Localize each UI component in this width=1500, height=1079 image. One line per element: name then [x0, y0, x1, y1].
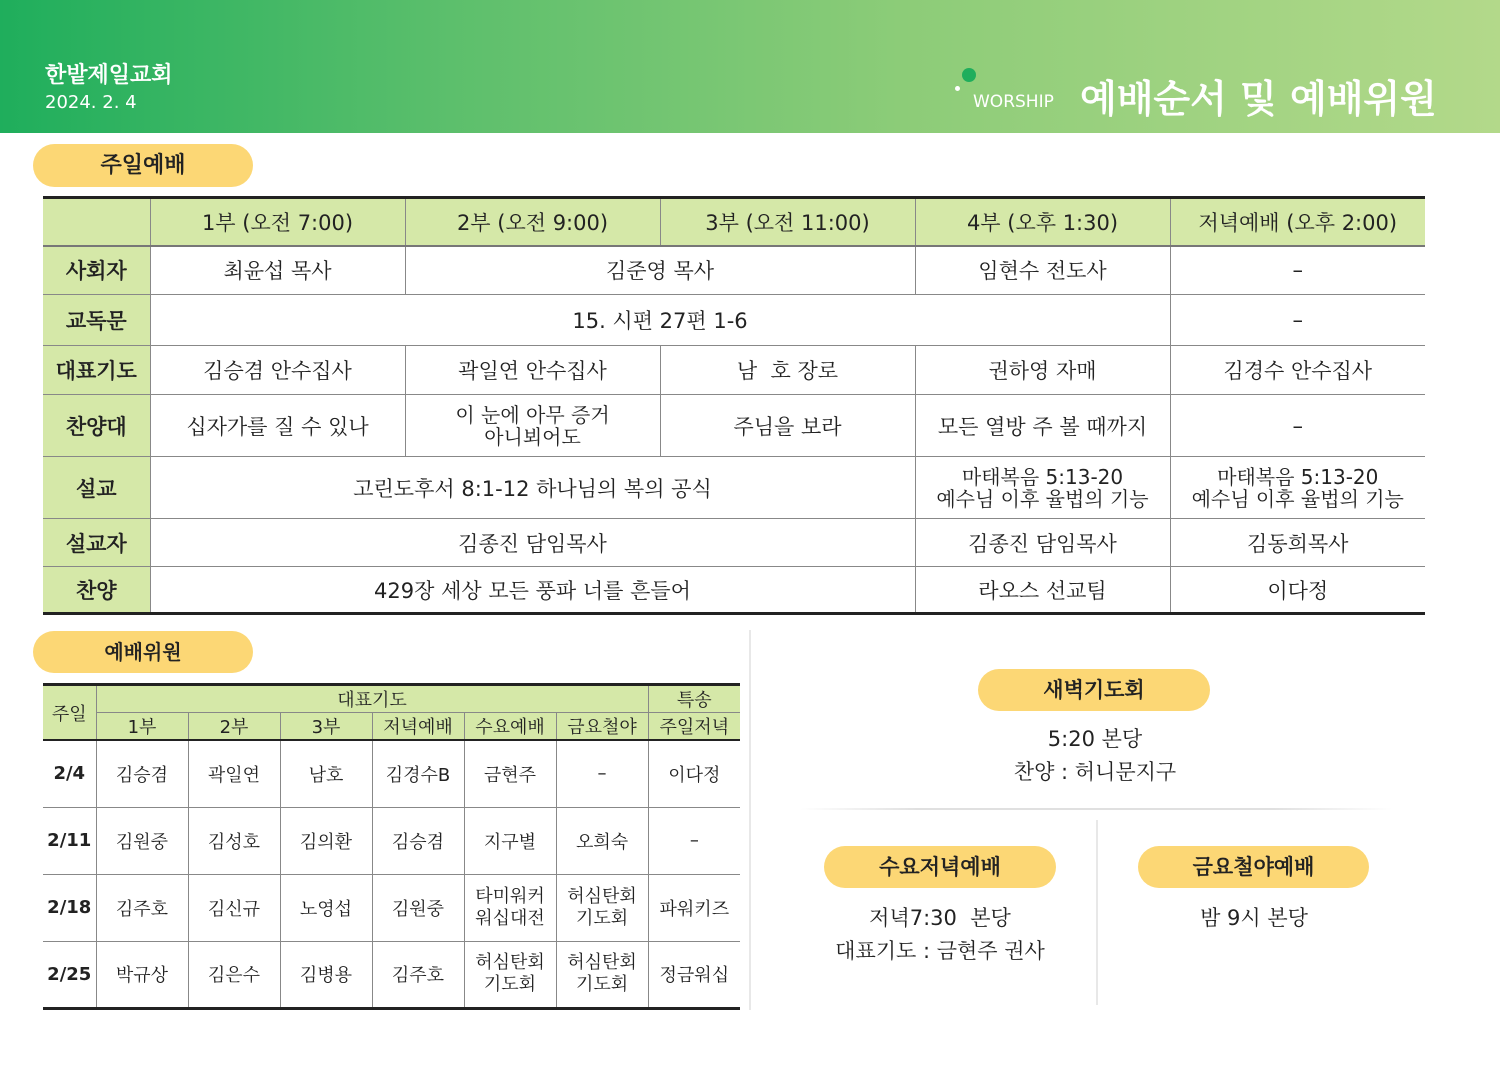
- table-cell: 정금워십: [648, 941, 740, 1008]
- row-header: 찬양: [43, 567, 150, 614]
- table-cell: 라오스 선교팀: [915, 567, 1170, 614]
- info-line: 찬양 : 허니문지구: [1013, 760, 1177, 784]
- cell-line: 아니뵈어도: [484, 424, 581, 449]
- table-cell: 김승겸 안수집사: [150, 346, 405, 395]
- column-header: 주일: [43, 685, 96, 741]
- table-row: [43, 295, 1425, 346]
- section-pill-dawn-prayer: 새벽기도회: [978, 669, 1210, 711]
- cell-line: 워십대전: [475, 907, 545, 929]
- row-header: 대표기도: [43, 346, 150, 395]
- table-cell: 김원중: [96, 807, 188, 874]
- table-cell: 김승겸: [372, 807, 464, 874]
- table-cell: [1170, 457, 1425, 519]
- table-cell: 파워키즈: [648, 874, 740, 941]
- vertical-divider: [749, 630, 751, 1010]
- cell-line: 예수님 이후 율법의 기능: [936, 486, 1149, 511]
- table-cell: 고린도후서 8:1-12 하나님의 복의 공식: [150, 457, 915, 519]
- table-header-row: [43, 198, 1425, 246]
- table-cell: –: [1170, 295, 1425, 346]
- table-cell: [556, 874, 648, 941]
- column-header: 금요철야: [556, 713, 648, 741]
- cell-line: 기도회: [575, 907, 629, 929]
- table-cell: 남 호 장로: [660, 346, 915, 395]
- bulletin-date: 2024. 2. 4: [45, 92, 137, 113]
- staff-table: [43, 683, 740, 1010]
- table-cell: 이다정: [648, 740, 740, 807]
- table-cell: [464, 874, 556, 941]
- table-row: [43, 395, 1425, 457]
- header-banner: [0, 0, 1500, 133]
- dawn-prayer-info: [945, 723, 1245, 789]
- table-cell: 김종진 담임목사: [150, 519, 915, 567]
- table-cell: 김경수 안수집사: [1170, 346, 1425, 395]
- column-header: 저녁예배: [372, 713, 464, 741]
- cell-line: 타미워커: [475, 885, 545, 907]
- cell-line: 마태복음 5:13-20: [961, 464, 1124, 489]
- row-header: 설교자: [43, 519, 150, 567]
- table-cell: 김주호: [96, 874, 188, 941]
- section-pill-staff: 예배위원: [33, 631, 253, 673]
- table-cell: 곽일연 안수집사: [405, 346, 660, 395]
- info-line: 밤 9시 본당: [1200, 906, 1308, 930]
- sunday-service-table: [43, 196, 1425, 615]
- table-cell: 주님을 보라: [660, 395, 915, 457]
- info-line: 저녁7:30 본당: [869, 906, 1011, 930]
- section-pill-wednesday-service: 수요저녁예배: [824, 846, 1056, 888]
- table-cell: 15. 시편 27편 1-6: [150, 295, 1170, 346]
- cell-line: 마태복음 5:13-20: [1217, 464, 1379, 489]
- table-header-row: [43, 713, 740, 741]
- table-cell: 최윤섭 목사: [150, 246, 405, 295]
- table-cell: –: [1170, 395, 1425, 457]
- friday-service-info: [1104, 902, 1404, 935]
- cell-line: 허심탄회: [567, 885, 637, 907]
- table-row: [43, 246, 1425, 295]
- wednesday-service-info: [790, 902, 1090, 968]
- table-cell: 곽일연: [188, 740, 280, 807]
- column-group-header: 특송: [648, 685, 740, 713]
- table-row: [43, 740, 740, 807]
- info-line: 5:20 본당: [1047, 727, 1143, 751]
- column-header: 수요예배: [464, 713, 556, 741]
- column-header: 3부 (오전 11:00): [660, 198, 915, 246]
- table-cell: 권하영 자매: [915, 346, 1170, 395]
- table-cell: [915, 457, 1170, 519]
- horizontal-divider: [800, 808, 1392, 810]
- table-row: [43, 346, 1425, 395]
- table-cell: 임현수 전도사: [915, 246, 1170, 295]
- table-cell: 십자가를 질 수 있나: [150, 395, 405, 457]
- column-header: 2부 (오전 9:00): [405, 198, 660, 246]
- green-dot-icon: [962, 68, 976, 82]
- info-line: 대표기도 : 금현주 권사: [835, 939, 1045, 963]
- table-cell: 이다정: [1170, 567, 1425, 614]
- table-cell: 모든 열방 주 볼 때까지: [915, 395, 1170, 457]
- column-header: 4부 (오후 1:30): [915, 198, 1170, 246]
- table-cell: 금현주: [464, 740, 556, 807]
- column-header: 저녁예배 (오후 2:00): [1170, 198, 1425, 246]
- section-pill-friday-service: 금요철야예배: [1138, 846, 1369, 888]
- date-cell: 2/4: [43, 740, 96, 807]
- table-row: [43, 941, 740, 1008]
- table-cell: 노영섭: [280, 874, 372, 941]
- table-cell: 김의환: [280, 807, 372, 874]
- vertical-divider: [1096, 820, 1098, 1005]
- table-cell: 김경수B: [372, 740, 464, 807]
- church-name: 한밭제일교회: [45, 63, 173, 88]
- table-cell: 김준영 목사: [405, 246, 915, 295]
- table-cell: –: [648, 807, 740, 874]
- table-cell: 김주호: [372, 941, 464, 1008]
- white-dot-icon: [955, 86, 960, 91]
- cell-line: 기도회: [483, 974, 537, 995]
- table-cell: 김은수: [188, 941, 280, 1008]
- table-row: [43, 519, 1425, 567]
- row-header: 설교: [43, 457, 150, 519]
- column-header: 2부: [188, 713, 280, 741]
- column-group-header: 대표기도: [96, 685, 648, 713]
- page-title: 예배순서 및 예배위원: [1080, 77, 1437, 121]
- cell-line: 기도회: [575, 974, 629, 995]
- table-row: [43, 874, 740, 941]
- table-cell: 김동희목사: [1170, 519, 1425, 567]
- table-cell: 김원중: [372, 874, 464, 941]
- date-cell: 2/25: [43, 941, 96, 1008]
- cell-line: 허심탄회: [475, 952, 545, 973]
- cell-line: 예수님 이후 율법의 기능: [1191, 486, 1404, 511]
- column-header: 1부: [96, 713, 188, 741]
- table-cell: 지구별: [464, 807, 556, 874]
- table-cell: 김병용: [280, 941, 372, 1008]
- table-cell: 김성호: [188, 807, 280, 874]
- row-header: 찬양대: [43, 395, 150, 457]
- row-header: 교독문: [43, 295, 150, 346]
- table-cell: 김종진 담임목사: [915, 519, 1170, 567]
- table-header-row: [43, 685, 740, 713]
- worship-label-en: WORSHIP: [973, 92, 1054, 112]
- table-cell: 오희숙: [556, 807, 648, 874]
- column-header: 3부: [280, 713, 372, 741]
- column-header: 1부 (오전 7:00): [150, 198, 405, 246]
- table-cell: 김신규: [188, 874, 280, 941]
- row-header: 사회자: [43, 246, 150, 295]
- cell-line: 이 눈에 아무 증거: [455, 402, 610, 427]
- cell-line: 허심탄회: [567, 952, 637, 973]
- table-row: [43, 567, 1425, 614]
- table-row: [43, 457, 1425, 519]
- table-cell: –: [1170, 246, 1425, 295]
- table-cell: 429장 세상 모든 풍파 너를 흔들어: [150, 567, 915, 614]
- table-cell: 김승겸: [96, 740, 188, 807]
- date-cell: 2/18: [43, 874, 96, 941]
- table-cell: [556, 941, 648, 1008]
- corner-cell: [43, 198, 150, 246]
- table-cell: [464, 941, 556, 1008]
- section-pill-sunday-service: 주일예배: [33, 144, 253, 187]
- table-row: [43, 807, 740, 874]
- table-cell: 남호: [280, 740, 372, 807]
- table-cell: –: [556, 740, 648, 807]
- table-cell: [405, 395, 660, 457]
- column-header: 주일저녁: [648, 713, 740, 741]
- table-cell: 박규상: [96, 941, 188, 1008]
- date-cell: 2/11: [43, 807, 96, 874]
